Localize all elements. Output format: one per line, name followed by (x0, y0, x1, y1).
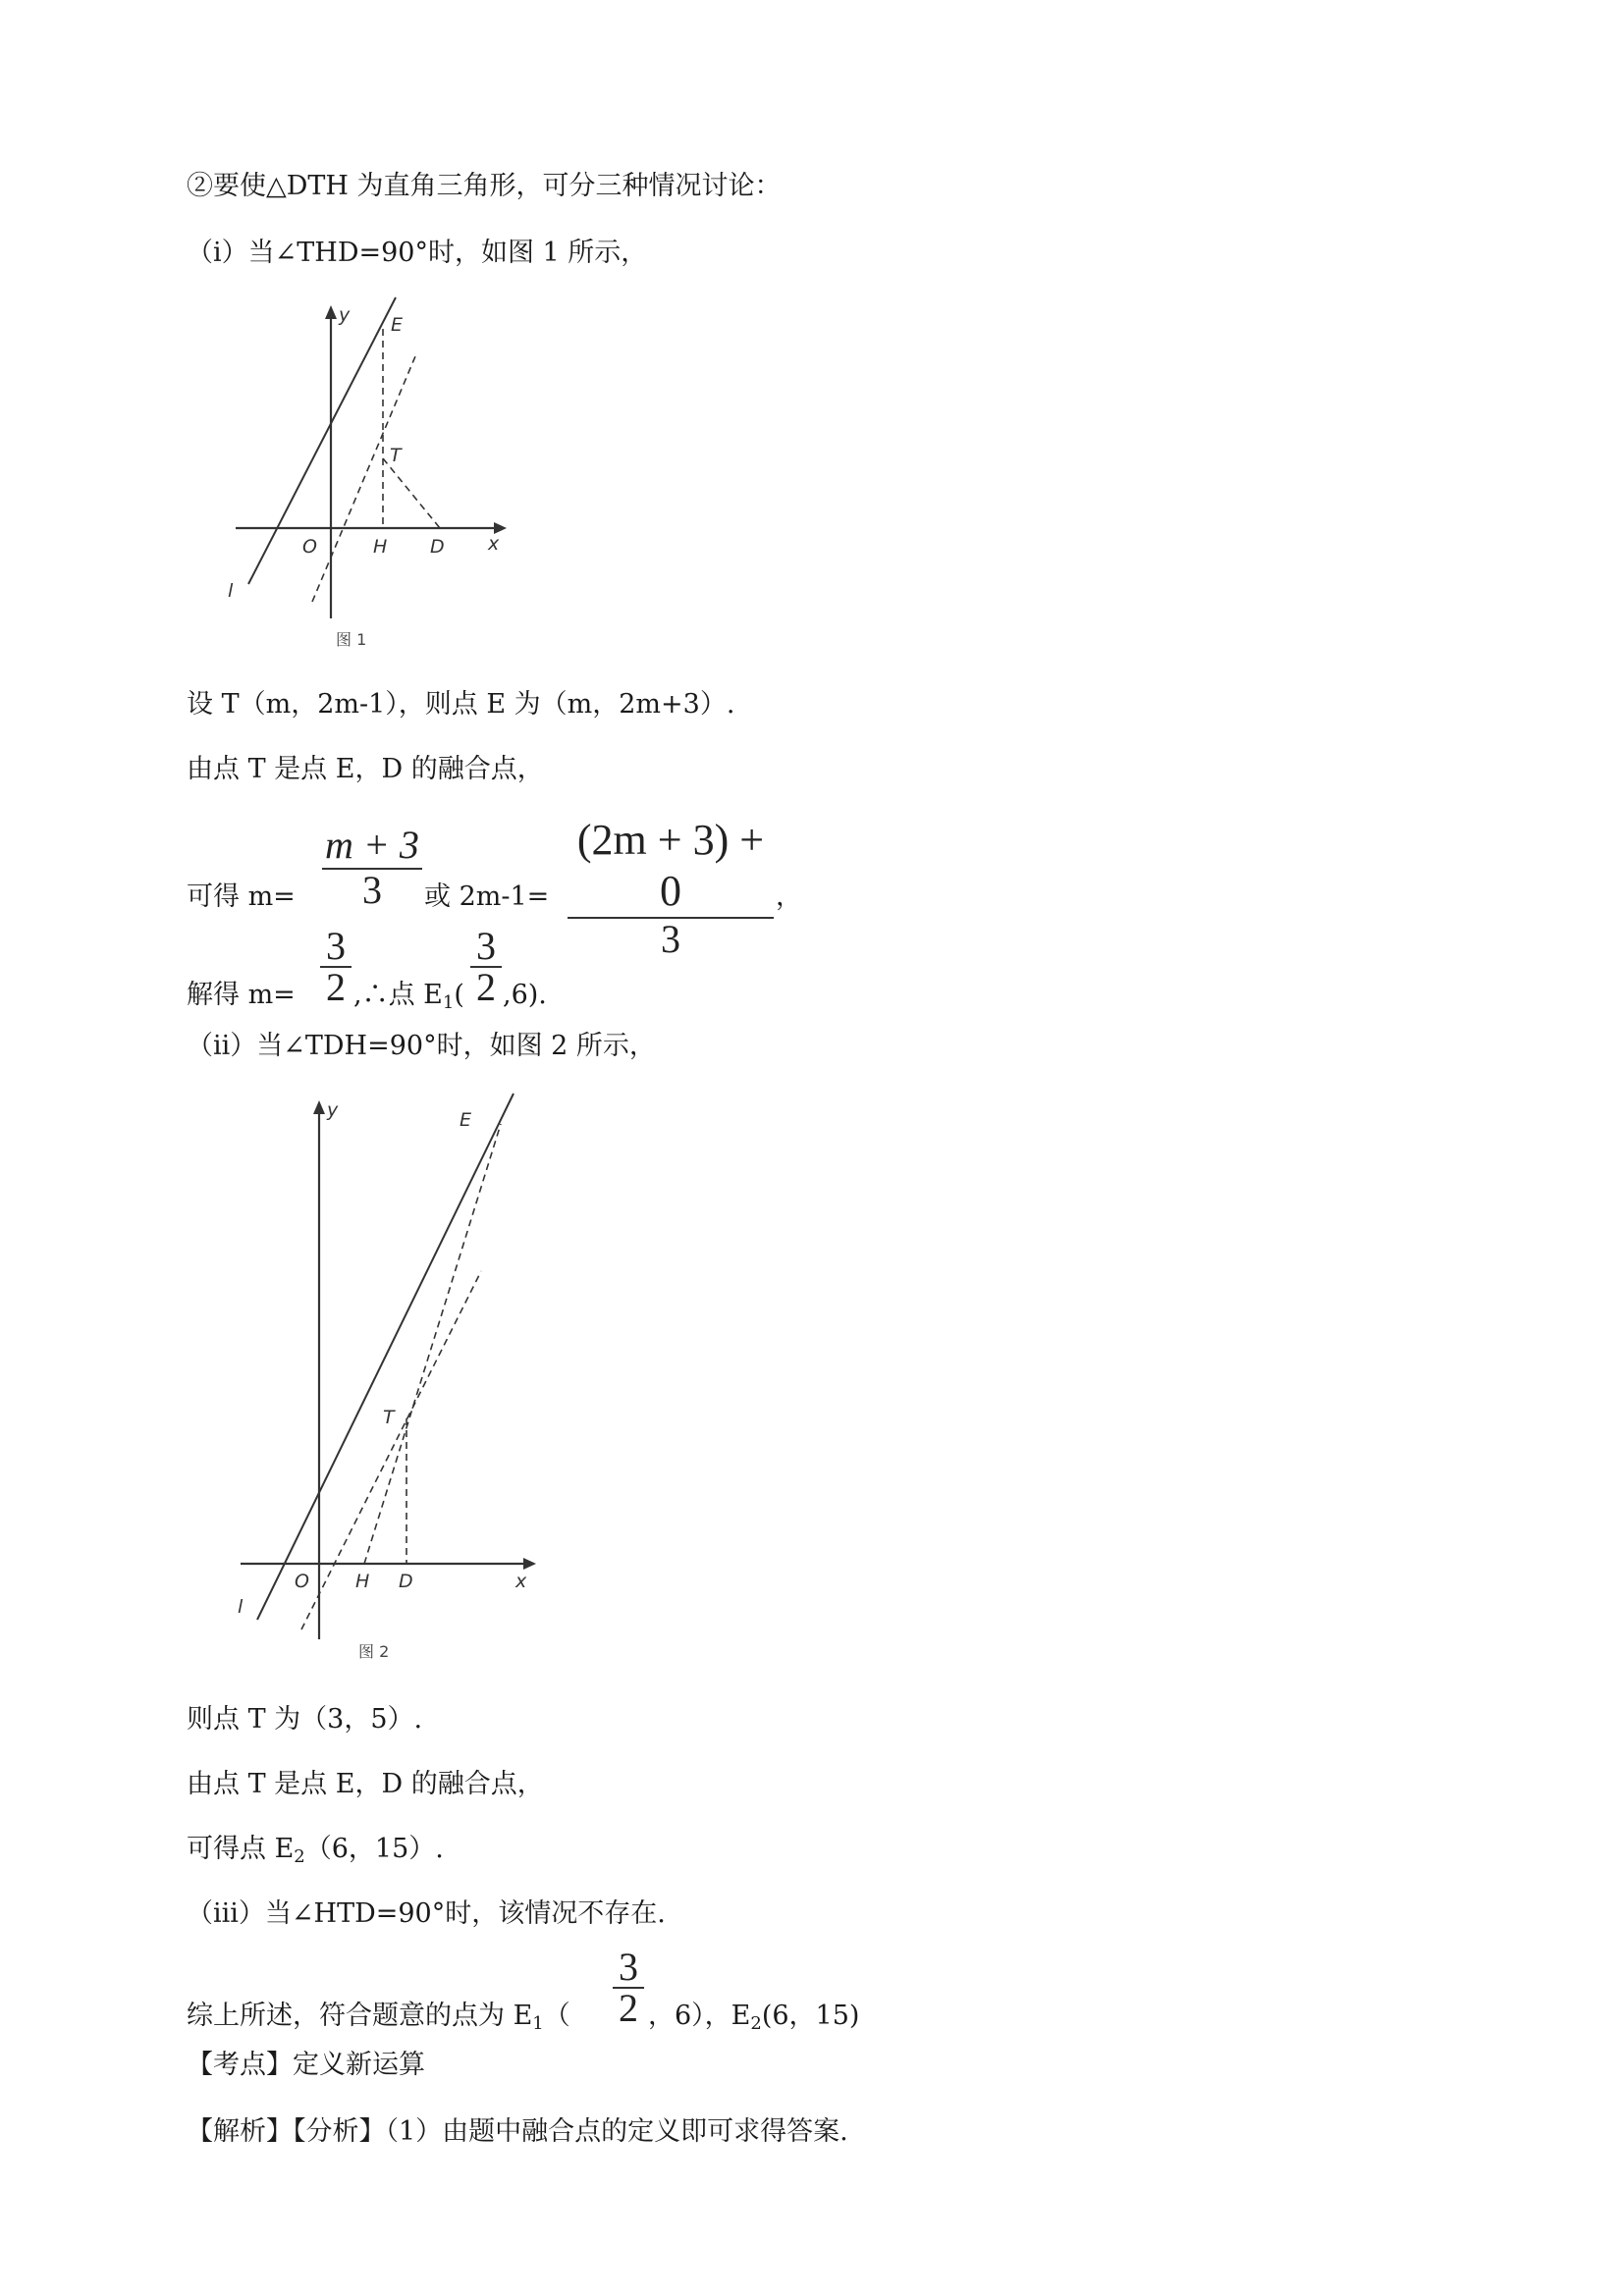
fig2-label-E: E (460, 1109, 472, 1131)
text-line-10-suffix: （6，15）. (304, 1834, 444, 1864)
fig1-label-O: O (302, 536, 317, 558)
text-line-12-mid: ，6），E (648, 2001, 751, 2031)
fig1-label-y: y (339, 304, 351, 326)
fig2-label-l: l (238, 1596, 244, 1618)
figure-1 (216, 290, 511, 658)
text-line-1: ②要使△DTH 为直角三角形，可分三种情况讨论： (187, 171, 782, 201)
fraction-1-numerator: m + 3 (325, 823, 419, 867)
text-line-11: （iii）当∠HTD=90°时，该情况不存在. (187, 1898, 666, 1929)
fraction-5-denominator: 2 (619, 1986, 638, 2030)
fraction-4-numerator: 3 (476, 924, 496, 968)
fraction-4-denominator: 2 (476, 965, 496, 1009)
text-line-5-prefix: 可得 m= (187, 881, 296, 912)
fig2-label-H: H (355, 1571, 370, 1592)
text-line-5-suffix: ， (776, 881, 802, 912)
text-line-12-prefix (187, 1999, 570, 2042)
fig2-y-arrow (313, 1100, 325, 1114)
text-line-10-prefix: 可得点 E (187, 1834, 295, 1864)
fig2-dashed-line (301, 1271, 481, 1629)
fraction-3-denominator: 2 (326, 965, 346, 1009)
text-line-7: （ii）当∠TDH=90°时，如图 2 所示， (187, 1031, 656, 1061)
fraction-2 (568, 815, 774, 960)
fraction-3-numerator: 3 (326, 924, 346, 968)
figure-2 (221, 1085, 540, 1669)
fig2-label-T: T (383, 1407, 395, 1428)
fraction-5-numerator: 3 (619, 1945, 638, 1989)
fig2-line-l (257, 1094, 514, 1620)
fig1-segment-TD (383, 458, 440, 528)
text-line-10 (187, 1832, 444, 1875)
fraction-1 (322, 823, 422, 911)
text-line-2: （i）当∠THD=90°时，如图 1 所示， (187, 238, 648, 268)
fig1-label-D: D (430, 536, 445, 558)
fraction-1-denominator: 3 (362, 868, 382, 912)
fig1-label-l: l (228, 580, 234, 602)
fig2-label-O: O (295, 1571, 309, 1592)
fig1-label-E: E (391, 314, 404, 336)
fraction-2-denominator: 3 (661, 917, 680, 961)
text-line-4: 由点 T 是点 E，D 的融合点， (187, 754, 544, 784)
text-line-6-suffix: ,6). (503, 980, 547, 1010)
text-line-12-end: (6，15) (761, 2001, 860, 2031)
text-line-3: 设 T（m，2m-1），则点 E 为（m，2m+3）. (187, 689, 735, 720)
text-line-5-middle: 或 2m-1= (424, 881, 550, 912)
text-line-12-subscript-1: 1 (532, 2013, 544, 2034)
text-line-6-middle (353, 978, 464, 1021)
fig1-caption: 图 1 (336, 630, 367, 649)
text-line-12-paren: （ (543, 2001, 570, 2031)
fraction-3 (320, 924, 352, 1009)
text-line-8: 则点 T 为（3，5）. (187, 1704, 423, 1735)
text-line-6-point: ,∴点 E (353, 980, 443, 1010)
fraction-5 (613, 1945, 644, 2030)
text-line-14: 【解析】【分析】（1）由题中融合点的定义即可求得答案. (187, 2116, 848, 2147)
text-line-10-subscript: 2 (294, 1846, 305, 1867)
fig2-caption: 图 2 (358, 1642, 390, 1661)
fig1-y-arrow (325, 305, 337, 319)
fraction-4 (470, 924, 502, 1009)
text-line-13: 【考点】定义新运算 (187, 2050, 425, 2080)
text-line-9: 由点 T 是点 E，D 的融合点， (187, 1769, 544, 1799)
fig2-segment-HE (364, 1124, 501, 1564)
fig2-label-y: y (327, 1099, 339, 1121)
fig2-label-D: D (399, 1571, 413, 1592)
text-line-12-text: 综上所述，符合题意的点为 E (187, 2001, 533, 2031)
fraction-2-numerator: (2m + 3) + 0 (576, 816, 765, 915)
text-line-6-paren: ( (454, 980, 464, 1010)
text-line-6-prefix: 解得 m= (187, 980, 296, 1010)
text-line-6-subscript: 1 (442, 992, 455, 1013)
text-line-12-subscript-2: 2 (750, 2013, 762, 2034)
fig1-label-T: T (390, 445, 402, 466)
fig2-x-arrow (523, 1558, 536, 1570)
fig2-label-x: x (515, 1571, 527, 1592)
fig1-label-H: H (373, 536, 388, 558)
fig1-label-x: x (488, 533, 500, 555)
text-line-12-suffix (648, 1999, 859, 2042)
